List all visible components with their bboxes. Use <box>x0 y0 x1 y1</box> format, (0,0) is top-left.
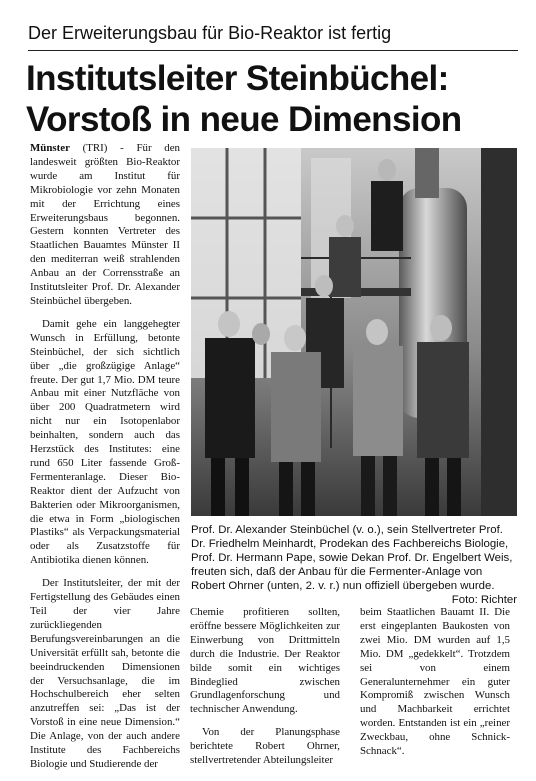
photo-caption <box>191 523 517 607</box>
article-kicker: Der Erweiterungsbau für Bio-Reaktor ist fertig <box>28 23 392 43</box>
headline-line-2: Vorstoß in neue Dimension <box>26 100 462 139</box>
caption-text: Prof. Dr. Alexander Steinbüchel (v. o.), sein Stellvertreter Prof. Dr. Friedhelm Meinhardt, Prodekan des Fachbereichs Biologie, Prof. Dr. Hermann Pape, sowie Dekan Prof. Dr. Engelbert Weis, freuten sich, daß der Anbau für die Fermenter-Anlage von Robert Ohrner (unten, 2. v. r.) nun offiziell übergeben wurde. <box>191 524 513 592</box>
article-column-3 <box>360 606 510 768</box>
lead-paragraph <box>30 142 180 309</box>
kicker-rule <box>28 50 518 51</box>
headline-line-1: Institutsleiter Steinbüchel: <box>26 59 449 98</box>
group-photo-image <box>191 148 517 516</box>
article-photo <box>191 148 517 516</box>
article-headline <box>26 58 526 140</box>
paragraph-6: beim Staatlichen Bauamt II. Die erst eingeplanten Baukosten von zwei Mio. DM wurden auf 1,5 Mio. DM „gedekkelt“. Trotzdem sei von einem Generalunternehmer ein guter Kompromiß zwischen Wunsch und Machbarkeit errichtet worden. Entstanden ist ein „reiner Zweckbau, ohne Schnick-Schnack“. <box>360 606 510 758</box>
paragraph-3: Der Institutsleiter, der mit der Fertigstellung des Gebäudes einen Teil der vier Jahre zurückliegenden Berufungsvereinbarungen an die Universität erfüllt sah, betonte die beeindruckenden Dimensionen der Versuchsanlage, die im Hochschulbereich eher selten anzutreffen sei: „Das ist der Vorstoß in eine neue Dimension.“ Die Anlage, von der auch andere Institute des Fachbereichs Biologie und Studierende der <box>30 577 180 770</box>
paragraph-2: Damit gehe ein langgehegter Wunsch in Erfüllung, betonte Steinbüchel, der sich sichtlich über „die großzügige Anlage“ freute. Der gut 1,7 Mio. DM teure Anbau mit einer Nutzfläche von über 200 Quadratmetern wird nicht nur ein Isotopenlabor beinhalten, sondern auch das Herzstück des Institutes: eine rund 650 Liter fassende Groß-Fermenteranlage. Dieser Bio-Reaktor dient der Aufzucht von Bakterien oder Mikroorganismen, die etwa in Form „biologischen Plastiks“ als Verpackungsmaterial oder als Zusatzstoffe für Antibiotika dienen können. <box>30 317 180 567</box>
article-column-2 <box>190 606 340 777</box>
dateline: Münster <box>30 142 70 154</box>
paragraph-5: Von der Planungsphase berichtete Robert Ohrner, stellvertretender Abteilungsleiter <box>190 726 340 767</box>
paragraph-4: Chemie profitieren sollten, eröffne bessere Möglichkeiten zur Einwerbung von Drittmitteln durch die Industrie. Der Reaktor bilde somit ein wichtiges Bindeglied zwischen Grundlagenforschung und technischer Anwendung. <box>190 606 340 716</box>
agency-tag: (TRI) - <box>82 142 137 154</box>
photo-credit: Foto: Richter <box>451 594 517 606</box>
paragraph-1: Für den landesweit größten Bio-Reaktor wurde am Institut für Mikrobiologie vor zehn Monaten mit der Errichtung eines Erweiterungsbaus begonnen. Gestern konnten Vertreter des Staatlichen Bauamtes Münster II den mediterran weiß strahlenden Anbau an der Corrensstraße an Institutsleiter Prof. Dr. Alexander Steinbüchel übergeben. <box>30 142 180 307</box>
article-column-1 <box>30 142 180 781</box>
